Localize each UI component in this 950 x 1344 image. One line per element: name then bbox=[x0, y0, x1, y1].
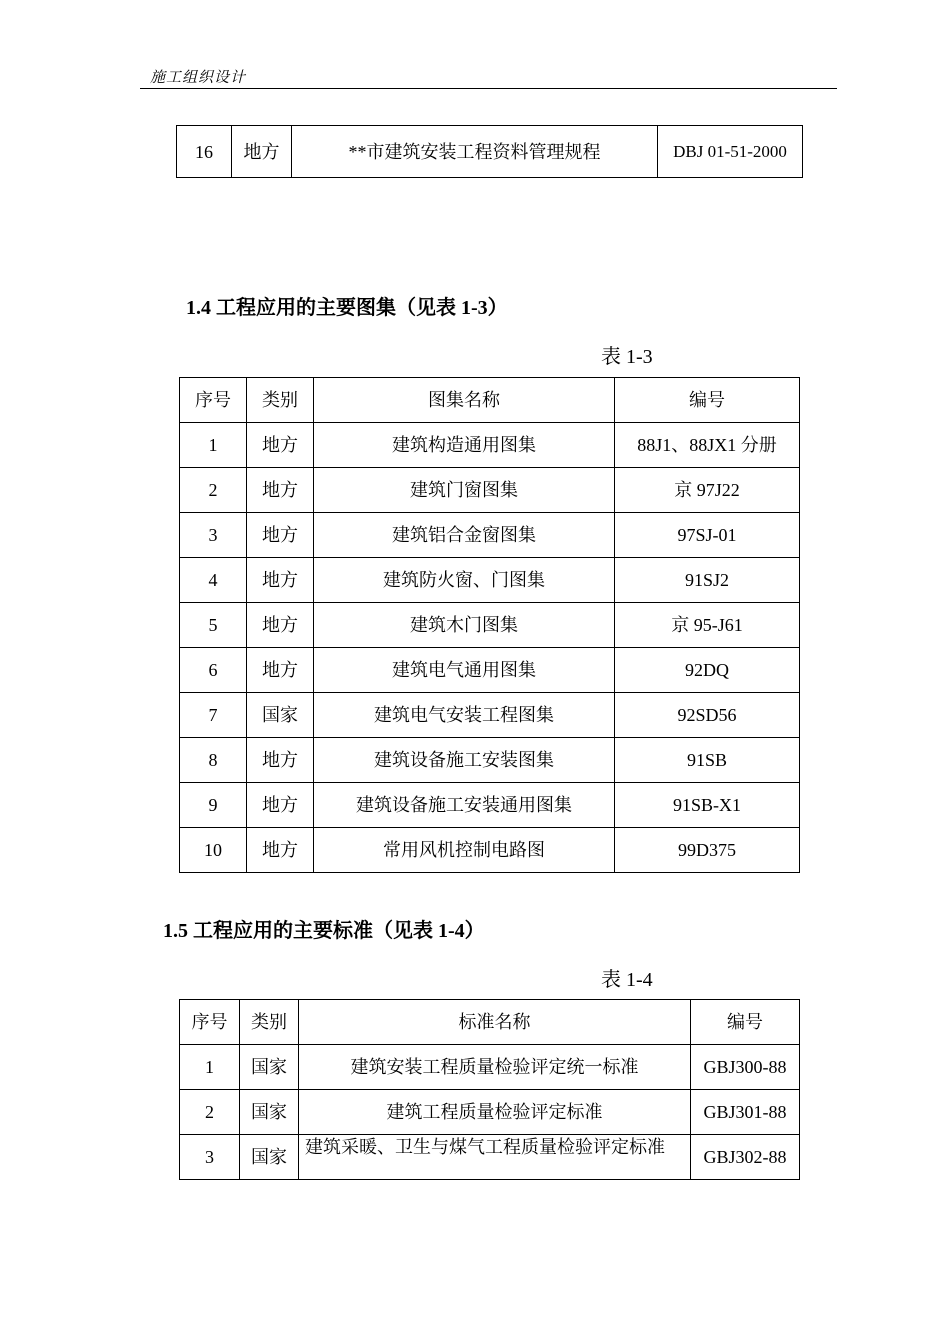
table-row bbox=[180, 1045, 800, 1090]
cell-name bbox=[299, 1135, 691, 1180]
table-row bbox=[180, 738, 800, 783]
section-heading-1-4: 1.4 工程应用的主要图集（见表 1-3） bbox=[186, 297, 508, 319]
cell-category: 地方 bbox=[247, 828, 314, 873]
cell-name: 建筑防火窗、门图集 bbox=[314, 558, 615, 603]
cell-category: 地方 bbox=[247, 558, 314, 603]
cell-no: 2 bbox=[180, 468, 247, 513]
table-row bbox=[180, 828, 800, 873]
cell-name: 常用风机控制电路图 bbox=[314, 828, 615, 873]
cell-code: 91SB-X1 bbox=[615, 783, 800, 828]
column-header: 标准名称 bbox=[299, 1000, 691, 1045]
table-header-row bbox=[180, 378, 800, 423]
cell-no: 16 bbox=[177, 126, 232, 178]
cell-code: 92SD56 bbox=[615, 693, 800, 738]
cell-name: 建筑设备施工安装通用图集 bbox=[314, 783, 615, 828]
cell-name: **市建筑安装工程资料管理规程 bbox=[292, 126, 658, 178]
table-row bbox=[180, 1135, 800, 1180]
cell-category: 地方 bbox=[232, 126, 292, 178]
column-header: 图集名称 bbox=[314, 378, 615, 423]
cell-category: 国家 bbox=[240, 1135, 299, 1180]
cell-text: 建筑采暖、卫生与煤气工程质量检验评定标准 bbox=[305, 1137, 665, 1157]
table-row bbox=[180, 648, 800, 693]
cell-name: 建筑电气安装工程图集 bbox=[314, 693, 615, 738]
cell-no: 5 bbox=[180, 603, 247, 648]
table-row bbox=[180, 423, 800, 468]
cell-code: 京 97J22 bbox=[615, 468, 800, 513]
cell-name: 建筑安装工程质量检验评定统一标准 bbox=[299, 1045, 691, 1090]
cell-no: 4 bbox=[180, 558, 247, 603]
cell-name: 建筑电气通用图集 bbox=[314, 648, 615, 693]
cell-code: 88J1、88JX1 分册 bbox=[615, 423, 800, 468]
cell-name: 建筑构造通用图集 bbox=[314, 423, 615, 468]
header-rule bbox=[140, 88, 837, 89]
cell-no: 8 bbox=[180, 738, 247, 783]
column-header: 类别 bbox=[247, 378, 314, 423]
cell-name: 建筑工程质量检验评定标准 bbox=[299, 1090, 691, 1135]
table-row bbox=[180, 1090, 800, 1135]
table-row bbox=[180, 513, 800, 558]
cell-no: 6 bbox=[180, 648, 247, 693]
cell-no: 2 bbox=[180, 1090, 240, 1135]
column-header: 编号 bbox=[615, 378, 800, 423]
table-row bbox=[180, 603, 800, 648]
cell-category: 地方 bbox=[247, 783, 314, 828]
cell-code: GBJ301-88 bbox=[691, 1090, 800, 1135]
section-heading-1-5: 1.5 工程应用的主要标准（见表 1-4） bbox=[163, 920, 485, 942]
cell-code: GBJ302-88 bbox=[691, 1135, 800, 1180]
cell-code: DBJ 01-51-2000 bbox=[658, 126, 803, 178]
cell-category: 地方 bbox=[247, 738, 314, 783]
cell-category: 国家 bbox=[240, 1090, 299, 1135]
cell-no: 10 bbox=[180, 828, 247, 873]
cell-category: 地方 bbox=[247, 468, 314, 513]
cell-code: 99D375 bbox=[615, 828, 800, 873]
cell-name: 建筑铝合金窗图集 bbox=[314, 513, 615, 558]
atlas-table bbox=[179, 377, 800, 873]
cell-code: 京 95-J61 bbox=[615, 603, 800, 648]
cell-category: 国家 bbox=[240, 1045, 299, 1090]
cell-no: 3 bbox=[180, 513, 247, 558]
cell-no: 1 bbox=[180, 1045, 240, 1090]
cell-category: 国家 bbox=[247, 693, 314, 738]
cell-code: 97SJ-01 bbox=[615, 513, 800, 558]
column-header: 序号 bbox=[180, 378, 247, 423]
table-header-row bbox=[180, 1000, 800, 1045]
cell-code: 91SB bbox=[615, 738, 800, 783]
table-row bbox=[180, 468, 800, 513]
cell-code: 92DQ bbox=[615, 648, 800, 693]
continued-standards-table bbox=[176, 125, 803, 178]
table-row bbox=[180, 693, 800, 738]
column-header: 序号 bbox=[180, 1000, 240, 1045]
cell-no: 7 bbox=[180, 693, 247, 738]
cell-no: 3 bbox=[180, 1135, 240, 1180]
standards-table bbox=[179, 999, 800, 1180]
cell-code: GBJ300-88 bbox=[691, 1045, 800, 1090]
cell-name: 建筑木门图集 bbox=[314, 603, 615, 648]
table-caption-1-3: 表 1-3 bbox=[601, 346, 653, 368]
cell-name: 建筑门窗图集 bbox=[314, 468, 615, 513]
table-row bbox=[180, 783, 800, 828]
cell-no: 1 bbox=[180, 423, 247, 468]
cell-category: 地方 bbox=[247, 603, 314, 648]
cell-category: 地方 bbox=[247, 513, 314, 558]
table-caption-1-4: 表 1-4 bbox=[601, 969, 653, 991]
table-row bbox=[177, 126, 803, 178]
table-row bbox=[180, 558, 800, 603]
cell-category: 地方 bbox=[247, 423, 314, 468]
page-header-title: 施工组织设计 bbox=[150, 70, 247, 86]
column-header: 类别 bbox=[240, 1000, 299, 1045]
column-header: 编号 bbox=[691, 1000, 800, 1045]
cell-category: 地方 bbox=[247, 648, 314, 693]
cell-name: 建筑设备施工安装图集 bbox=[314, 738, 615, 783]
cell-no: 9 bbox=[180, 783, 247, 828]
cell-code: 91SJ2 bbox=[615, 558, 800, 603]
